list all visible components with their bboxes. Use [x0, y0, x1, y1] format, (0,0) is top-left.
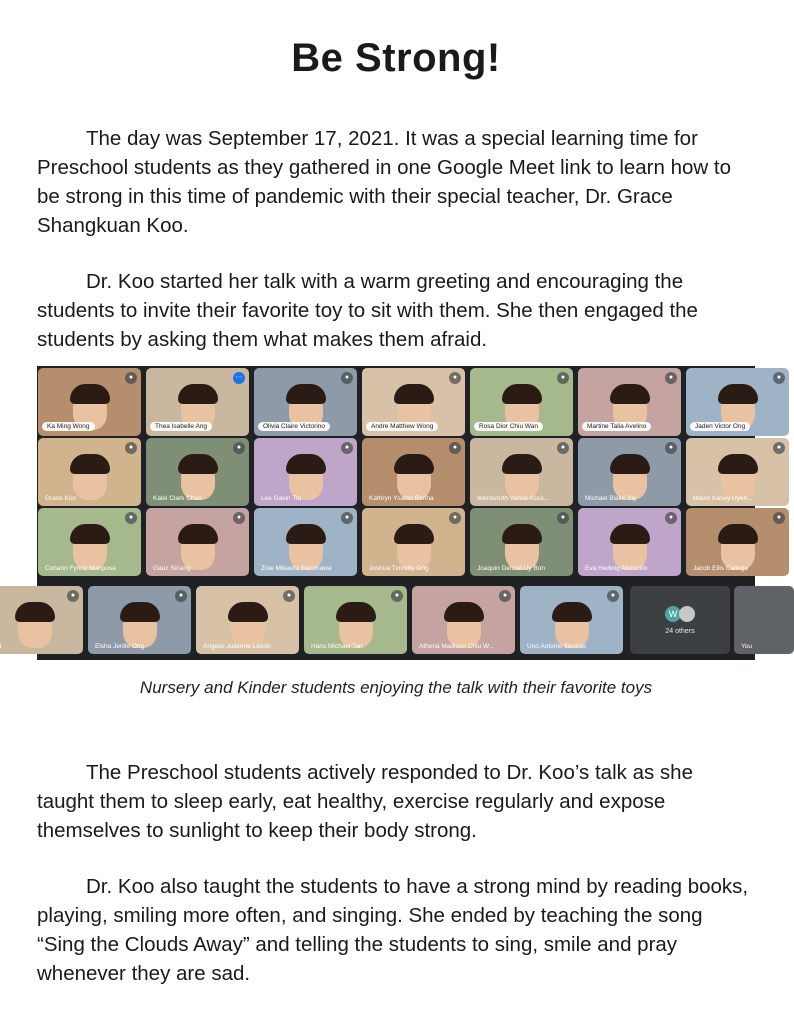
participant-hair	[178, 384, 218, 404]
paragraph-intro: The day was September 17, 2021. It was a special learning time for Preschool students as they gathered in one Google Meet link to learn how to be strong in this time of pandemic with their special teacher, Dr. Grace Shangkuan Koo.	[37, 127, 732, 237]
participant-tile[interactable]	[578, 508, 681, 576]
paragraph-body-strength: The Preschool students actively responded to Dr. Koo’s talk as she taught them to sleep early, eat healthy, exercise regularly and expose themselves to sunlight to keep their body strong.	[37, 761, 693, 842]
participant-tile[interactable]	[470, 508, 573, 576]
participant-name	[0, 642, 6, 651]
participant-tile[interactable]	[304, 586, 407, 654]
participant-tile[interactable]	[686, 438, 789, 506]
mic-muted-icon: ●	[665, 442, 677, 454]
participant-tile[interactable]	[38, 368, 141, 436]
participant-hair	[228, 602, 268, 622]
participant-tile[interactable]	[578, 368, 681, 436]
participant-name: Eva Hedwig Abencillo	[585, 565, 648, 572]
video-grid-row	[37, 586, 755, 654]
avatar	[679, 606, 695, 622]
participant-hair	[15, 602, 55, 622]
participant-name: Athena Madison Chiu W...	[419, 643, 495, 650]
mic-muted-icon: ●	[341, 372, 353, 384]
participant-tile[interactable]	[470, 368, 573, 436]
mic-muted-icon: ●	[125, 512, 137, 524]
participant-tile[interactable]	[686, 368, 789, 436]
participant-tile[interactable]	[254, 508, 357, 576]
mic-muted-icon: ●	[175, 590, 187, 602]
participant-hair	[120, 602, 160, 622]
participant-hair	[178, 524, 218, 544]
participant-name: Joaquin Denzel Uy Bon	[477, 565, 545, 572]
video-grid-row	[37, 508, 782, 576]
participant-hair	[70, 524, 110, 544]
mic-muted-icon: ●	[391, 590, 403, 602]
participant-name: Grace Koo	[45, 495, 77, 502]
participant-hair	[718, 524, 758, 544]
others-count: 24 others	[665, 628, 695, 635]
participant-name: Lee Gavin Tiu	[261, 495, 302, 502]
participant-hair	[286, 384, 326, 404]
participant-hair	[610, 524, 650, 544]
participant-hair	[444, 602, 484, 622]
mic-muted-icon: ●	[557, 372, 569, 384]
participant-hair	[336, 602, 376, 622]
mic-muted-icon: ●	[233, 512, 245, 524]
google-meet-screenshot	[37, 366, 782, 660]
mic-muted-icon: ●	[773, 372, 785, 384]
participant-name: Ka Ming Wong	[42, 422, 95, 431]
mic-muted-icon: ●	[557, 442, 569, 454]
more-options-icon[interactable]: ⋯	[233, 372, 245, 384]
participant-tile[interactable]	[196, 586, 299, 654]
participant-name: Angelie Julienne Laorlo	[203, 643, 271, 650]
video-grid-row	[37, 438, 782, 506]
mic-muted-icon: ●	[449, 372, 461, 384]
participant-hair	[286, 524, 326, 544]
photo-caption: Nursery and Kinder students enjoying the talk with their favorite toys	[139, 678, 653, 697]
participant-hair	[610, 384, 650, 404]
others-tile[interactable]	[630, 586, 730, 654]
participant-name: Olivia Claire Victorino	[258, 422, 330, 431]
participant-tile[interactable]	[146, 508, 249, 576]
participant-hair	[286, 454, 326, 474]
participant-hair	[394, 524, 434, 544]
participant-tile[interactable]	[254, 368, 357, 436]
participant-tile[interactable]	[254, 438, 357, 506]
mic-muted-icon: ●	[607, 590, 619, 602]
participant-hair	[394, 454, 434, 474]
participant-hair	[70, 384, 110, 404]
participant-hair	[178, 454, 218, 474]
participant-name: Rosa Dior Chiu Wan	[474, 422, 543, 431]
participant-tile[interactable]	[38, 438, 141, 506]
participant-hair	[502, 384, 542, 404]
participant-tile[interactable]	[38, 508, 141, 576]
mic-muted-icon: ●	[283, 590, 295, 602]
participant-hair	[552, 602, 592, 622]
participant-name: Hans Michael Tan	[311, 643, 363, 650]
participant-name: Cohann Fynnz Mariposa	[45, 565, 116, 572]
participant-name: Gauz Siriang	[153, 565, 191, 572]
participant-name: Uno Antonio Illesoas	[527, 643, 587, 650]
participant-name: Michael Blake Siy	[585, 495, 637, 502]
paragraph-mind-strength: Dr. Koo also taught the students to have a strong mind by reading books, playing, smiling more often, and singing. She ended by teaching the song “Sing the Clouds Away” and telling the students to sing, smile and pray whenever they are sad.	[37, 875, 749, 985]
participant-tile[interactable]	[88, 586, 191, 654]
participant-tile[interactable]	[146, 368, 249, 436]
mic-muted-icon: ●	[557, 512, 569, 524]
participant-hair	[502, 524, 542, 544]
participant-name: Andre Matthew Wong	[366, 422, 438, 431]
self-view-label: You	[741, 643, 752, 650]
participant-name: Martine Talia Avelino	[582, 422, 651, 431]
mic-muted-icon: ●	[449, 442, 461, 454]
participant-hair	[394, 384, 434, 404]
participant-tile[interactable]	[0, 586, 83, 654]
mic-muted-icon: ●	[773, 442, 785, 454]
participant-tile[interactable]	[412, 586, 515, 654]
paragraph-greeting: Dr. Koo started her talk with a warm greeting and encouraging the students to invite their favorite toy to sit with them. She then engaged the students by asking them what makes them afraid.	[37, 270, 698, 351]
mic-muted-icon: ●	[125, 372, 137, 384]
participant-name: Jacob Ellis Calinga	[693, 565, 748, 572]
mic-muted-icon: ●	[341, 442, 353, 454]
participant-name: Zoie Mikaella Baconawa	[261, 565, 332, 572]
participant-name: Joshua Timothy Ong	[369, 565, 429, 572]
mic-muted-icon: ●	[499, 590, 511, 602]
participant-name: Kalel Clark Chan	[153, 495, 202, 502]
mic-muted-icon: ●	[773, 512, 785, 524]
page-title: Be Strong!	[291, 36, 501, 80]
participant-name: Mavin Kasey Uyen...	[693, 495, 753, 502]
participant-name: Thea Isabelle Ang	[150, 422, 212, 431]
avatar: W	[665, 606, 681, 622]
participant-hair	[610, 454, 650, 474]
participant-hair	[70, 454, 110, 474]
participant-tile[interactable]	[362, 508, 465, 576]
video-grid-row	[37, 368, 782, 436]
participant-hair	[718, 454, 758, 474]
participant-tile[interactable]	[578, 438, 681, 506]
participant-tile[interactable]	[362, 438, 465, 506]
participant-tile[interactable]	[470, 438, 573, 506]
participant-name: Elsha Jerille Ong	[95, 643, 145, 650]
participant-tile[interactable]	[520, 586, 623, 654]
mic-muted-icon: ●	[125, 442, 137, 454]
participant-hair	[502, 454, 542, 474]
participant-hair	[718, 384, 758, 404]
mic-muted-icon: ●	[233, 442, 245, 454]
mic-muted-icon: ●	[67, 590, 79, 602]
participant-tile[interactable]	[146, 438, 249, 506]
self-view-tile[interactable]	[734, 586, 794, 654]
participant-name: Jaden Victor Ong	[690, 422, 750, 431]
mic-muted-icon: ●	[665, 512, 677, 524]
mic-muted-icon: ●	[449, 512, 461, 524]
participant-name: Wentworth Vance Acca...	[477, 495, 550, 502]
participant-tile[interactable]	[686, 508, 789, 576]
participant-name: Kathryn Ysabel Berina	[369, 495, 434, 502]
participant-tile[interactable]	[362, 368, 465, 436]
mic-muted-icon: ●	[341, 512, 353, 524]
mic-muted-icon: ●	[665, 372, 677, 384]
